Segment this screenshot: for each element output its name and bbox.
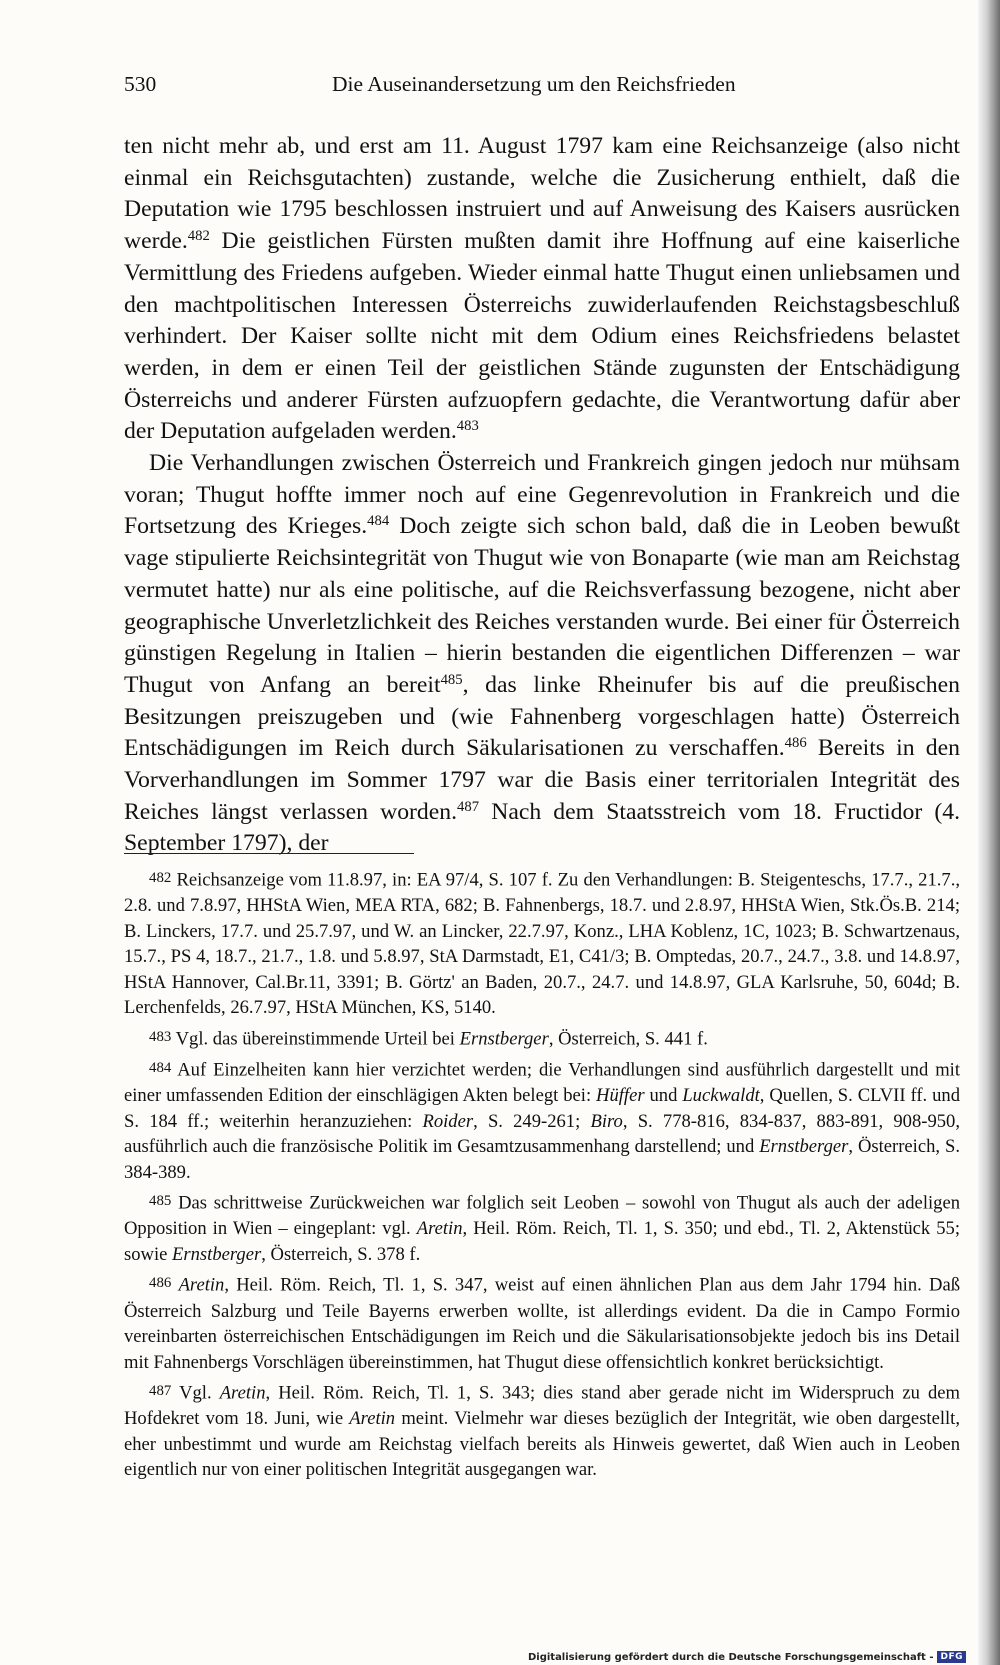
footnote-484: 484 Auf Einzelheiten kann hier verzichtet werden; die Verhandlungen sind ausführlich dargestellt und mit einer umfassenden Edition der einschlägigen Akten belegt bei: Hüffer und Luckwaldt, Quellen, S. CLVII ff. und S. 184 ff.; weiterhin heranzuziehen: Roider, S. 249-261; Biro, S. 778-816, 834-837, 883-891, 908-950, ausführlich auch die französische Politik im Gesamtzusammenhang darstellend; und Ernstberger, Österreich, S. 384-389. [124,1059,960,1183]
footnote-ref-482[interactable]: 482 [187,228,210,245]
footnote-label: 484 [149,1059,172,1076]
footnote-label: 483 [149,1028,172,1045]
footnote-ref-483[interactable]: 483 [456,418,479,435]
footnote-ref-487[interactable]: 487 [457,798,480,815]
paragraph-1: ten nicht mehr ab, und erst am 11. August 1797 kam eine Reichsanzeige (also nicht einmal ein Reichsgutachten) zustande, welche die Zusicherung enthielt, daß die Deputation wie 1795 beschlossen instruiert und auf Anweisung des Kaisers ausrücken werde.$^{482}$ Die geistlichen Fürsten mußten damit ihre Hoffnung auf eine kaiserliche Vermittlung des Friedens aufgeben. Wieder einmal hatte Thugut einen unliebsamen und den machtpolitischen Interessen Österreichs zuwiderlaufenden Reichstagsbeschluß verhindert. Der Kaiser sollte nicht mit dem Odium eines Reichsfriedens belastet werden, in dem er einen Teil der geistlichen Stände zugunsten der Entschädigung Österreichs und anderer Fürsten aufzuopfern gedachte, die Verantwortung dafür aber der Deputation aufgeladen werden.$^{483}$ [124,133,960,445]
footnote-487: 487 Vgl. Aretin, Heil. Röm. Reich, Tl. 1, S. 343; dies stand aber gerade nicht im Widerspruch zu dem Hofdekret vom 18. Juni, wie Aretin meint. Vielmehr war dieses bezüglich der Integrität, wie oben dargestellt, eher unbestimmt und wurde am Reichstag vielfach bereits als Hinweis gewertet, daß Wien auch in Leoben eigentlich nur von einer politischen Integrität ausgegangen war. [124,1382,960,1481]
footnote-label: 487 [149,1383,172,1400]
page-number: 530 [124,72,157,96]
footnote-482: 482 Reichsanzeige vom 11.8.97, in: EA 97/4, S. 107 f. Zu den Verhandlungen: B. Steigenteschs, 17.7., 21.7., 2.8. und 7.8.97, HHStA Wien, MEA RTA, 682; B. Fahnenbergs, 18.7. und 2.8.97, HHStA Wien, Stk.Ös.B. 214; B. Linckers, 17.7. und 25.7.97, und W. an Lincker, 22.7.97, Konz., LHA Koblenz, 1C, 1023; B. Schwartzenaus, 15.7., PS 4, 18.7., 21.7., 1.8. und 5.8.97, StA Darmstadt, E1, C41/3; B. Omptedas, 20.7., 24.7., 3.8. und 14.8.97, HStA Hannover, Cal.Br.11, 3391; B. Görtz' an Baden, 20.7., 24.7. und 14.8.97, GLA Karlsruhe, 50, 604d; B. Lerchenfelds, 26.7.97, HStA München, KS, 5140. [124,869,960,1019]
footnote-485: 485 Das schrittweise Zurückweichen war folglich seit Leoben – sowohl von Thugut als auch der adeligen Opposition in Wien – eingeplant: vgl. Aretin, Heil. Röm. Reich, Tl. 1, S. 350; und ebd., Tl. 2, Aktenstück 55; sowie Ernstberger, Österreich, S. 378 f. [124,1192,960,1265]
footnote-label: 485 [149,1193,172,1210]
paragraph-2: Die Verhandlungen zwischen Österreich und Frankreich gingen jedoch nur mühsam voran; Thugut hoffte immer noch auf eine Gegenrevolution in Frankreich und die Fortsetzung des Krieges.$^{484}$ Doch zeigte sich schon bald, daß die in Leoben bewußt vage stipulierte Reichsintegrität von Thugut wie von Bonaparte (wie man am Reichstag vermutet hatte) nur als eine politische, auf die Reichsverfassung bezogene, nicht aber geographische Unverletzlichkeit des Reiches verstanden wurde. Bei einer für Österreich günstigen Regelung in Italien – hierin bestanden die eigentlichen Differenzen – war Thugut von Anfang an bereit$^{485}$, das linke Rheinufer bis auf die preußischen Besitzungen preiszugeben und (wie Fahnenberg vorgeschlagen hatte) Österreich Entschädigungen im Reich durch Säkularisationen zu verschaffen.$^{486}$ Bereits in den Vorverhandlungen im Sommer 1797 war die Basis einer territorialen Integrität des Reiches längst verlassen worden.$^{487}$ Nach dem Staatsstreich vom 18. Fructidor (4. September 1797), der [124,450,961,857]
dfg-logo: DFG [937,1651,966,1663]
running-head [124,72,760,102]
footnote-label: 482 [149,870,172,886]
footnote-label: 486 [149,1275,172,1292]
footnote-ref-484[interactable]: 484 [367,513,390,530]
footnote-483: 483 Vgl. das übereinstimmende Urteil bei Ernstberger, Österreich, S. 441 f. [149,1028,708,1050]
credit-text: Digitalisierung gefördert durch die Deutsche Forschungsgemeinschaft - [527,1651,934,1663]
digitization-credit [528,1650,966,1664]
footnote-ref-485[interactable]: 485 [440,671,463,688]
footnote-486: 486 Aretin, Heil. Röm. Reich, Tl. 1, S. 347, weist auf einen ähnlichen Plan aus dem Jahr 1794 hin. Daß Österreich Salzburg und Teile Bayerns erwerben wollte, ist allerdings evident. Da die in Campo Formio vereinbarten österreichischen Entschädigungen im Reich und die Säkularisationsobjekte jedoch bis ins Detail mit Fahnenbergs Vorschlägen übereinstimmen, hat Thugut diese offensichtlich konkret berücksichtigt. [124,1275,961,1373]
footnotes [124,866,960,1487]
main-text [124,131,960,860]
footnote-ref-486[interactable]: 486 [784,735,807,752]
chapter-title: Die Auseinandersetzung um den Reichsfrieden [332,72,736,96]
page-edge-shadow [978,0,1000,1665]
footnote-separator [124,853,414,854]
